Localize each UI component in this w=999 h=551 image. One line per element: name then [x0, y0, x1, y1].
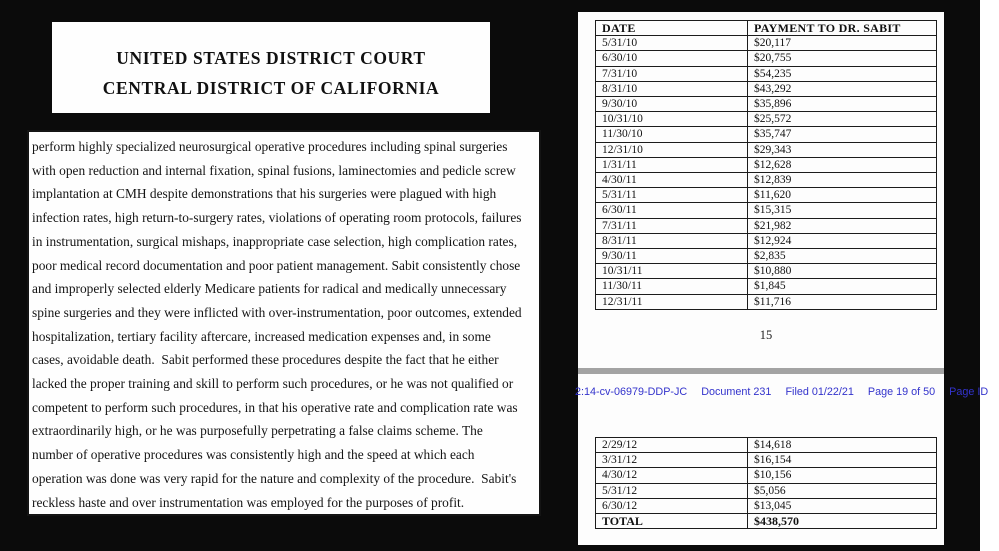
- date-cell: 12/31/10: [596, 142, 748, 157]
- table-row: [596, 249, 937, 264]
- amount-cell: $35,896: [748, 97, 937, 112]
- amount-cell: $15,315: [748, 203, 937, 218]
- stamp-segment: Document 231: [701, 386, 772, 398]
- date-column-header: DATE: [596, 21, 748, 36]
- date-cell: 5/31/10: [596, 36, 748, 51]
- amount-cell: $11,620: [748, 188, 937, 203]
- court-name-line1: UNITED STATES DISTRICT COURT: [116, 48, 426, 68]
- date-cell: 4/30/11: [596, 173, 748, 188]
- payments-table-continued: [595, 437, 937, 529]
- table-row: [596, 51, 937, 66]
- page-number: 15: [759, 328, 773, 342]
- text-line: lacked the proper training and skill to perform such procedures, or he was not qualified or: [32, 376, 514, 392]
- table-row: [596, 157, 937, 172]
- amount-cell: $11,716: [748, 294, 937, 309]
- text-line: hospitalization, tertiary facility aftercare, increased medication expenses and, in some: [32, 328, 491, 344]
- text-line: cases, avoidable death. Sabit performed these procedures despite the fact that he either: [32, 352, 499, 368]
- date-cell: 1/31/11: [596, 157, 748, 172]
- amount-cell: $25,572: [748, 112, 937, 127]
- amount-cell: $54,235: [748, 66, 937, 81]
- table-row: [596, 294, 937, 309]
- table-row: [596, 233, 937, 248]
- table-row: [596, 81, 937, 96]
- date-cell: 11/30/11: [596, 279, 748, 294]
- stamp-segment: 2:14-cv-06979-DDP-JC: [575, 386, 688, 398]
- text-line: extraordinarily high, or he was purposefully perpetrating a false claims scheme. The: [32, 423, 483, 439]
- text-line: competent to perform such procedures, in that his operative rate and complication rate was: [32, 399, 518, 415]
- table-row: [596, 36, 937, 51]
- table-row: [596, 264, 937, 279]
- amount-cell: $1,845: [748, 279, 937, 294]
- table-row: [596, 279, 937, 294]
- amount-cell: $12,924: [748, 233, 937, 248]
- table-row: [596, 468, 937, 483]
- court-header-excerpt: [52, 22, 490, 113]
- table-row: [596, 498, 937, 513]
- text-line: with open reduction and internal fixation, spinal fusions, laminectomies and pedicle screw: [32, 162, 516, 178]
- table-row: [596, 188, 937, 203]
- date-cell: 7/31/10: [596, 66, 748, 81]
- date-cell: 9/30/11: [596, 249, 748, 264]
- payment-column-header: PAYMENT TO DR. SABIT: [748, 21, 937, 36]
- page-separator: [578, 368, 944, 374]
- text-line: number of operative procedures was consistently high and the speed at which each: [32, 447, 475, 463]
- table-row: [596, 203, 937, 218]
- court-filing-page: [575, 12, 989, 545]
- amount-cell: $13,045: [748, 498, 937, 513]
- date-cell: 6/30/11: [596, 203, 748, 218]
- text-line: infection rates, high return-to-surgery rates, violations of operating room protocols, failures: [32, 210, 522, 226]
- date-cell: 2/29/12: [596, 438, 748, 453]
- date-cell: 11/30/10: [596, 127, 748, 142]
- date-cell: 5/31/11: [596, 188, 748, 203]
- table-row: [596, 173, 937, 188]
- amount-cell: $21,982: [748, 218, 937, 233]
- payments-table: [595, 20, 937, 310]
- table-row: [596, 112, 937, 127]
- text-line: implantation at CMH despite demonstrations that his surgeries were plagued with high: [32, 186, 497, 202]
- ecf-filing-stamp: [575, 385, 989, 399]
- amount-cell: $438,570: [748, 514, 937, 529]
- amount-cell: $20,755: [748, 51, 937, 66]
- table-row: [596, 66, 937, 81]
- date-cell: 6/30/12: [596, 498, 748, 513]
- text-line: poor medical record documentation and poor patient management. Sabit consistently chose: [32, 257, 521, 273]
- amount-cell: $29,343: [748, 142, 937, 157]
- table-row: [596, 514, 937, 529]
- date-cell: 9/30/10: [596, 97, 748, 112]
- table-row: [596, 453, 937, 468]
- amount-cell: $16,154: [748, 453, 937, 468]
- text-line: and improperly selected elderly Medicare patients for radical and medically unnecessary: [32, 281, 507, 297]
- date-cell: 10/31/10: [596, 112, 748, 127]
- table-header-row: [596, 21, 937, 36]
- text-line: operation was done was very rapid for the nature and complexity of the procedure. Sabit's: [32, 470, 517, 486]
- amount-cell: $10,880: [748, 264, 937, 279]
- stamp-segment: Page ID: [949, 386, 989, 398]
- amount-cell: $2,835: [748, 249, 937, 264]
- text-line: perform highly specialized neurosurgical operative procedures including spinal surgeries: [32, 139, 508, 154]
- amount-cell: $43,292: [748, 81, 937, 96]
- amount-cell: $12,839: [748, 173, 937, 188]
- stamp-segment: Page 19 of 50: [867, 386, 936, 398]
- amount-cell: $10,156: [748, 468, 937, 483]
- court-name-line2: CENTRAL DISTRICT OF CALIFORNIA: [102, 78, 440, 98]
- complaint-text-excerpt: [27, 130, 541, 516]
- amount-cell: $14,618: [748, 438, 937, 453]
- stamp-segment: Filed 01/22/21: [785, 386, 854, 398]
- table-row: [596, 127, 937, 142]
- date-cell: 3/31/12: [596, 453, 748, 468]
- table-row: [596, 438, 937, 453]
- amount-cell: $35,747: [748, 127, 937, 142]
- amount-cell: $5,056: [748, 483, 937, 498]
- date-cell: 10/31/11: [596, 264, 748, 279]
- amount-cell: $20,117: [748, 36, 937, 51]
- date-cell: 6/30/10: [596, 51, 748, 66]
- table-row: [596, 483, 937, 498]
- date-cell: 7/31/11: [596, 218, 748, 233]
- text-line: in instrumentation, surgical mishaps, inappropriate case selection, high complication rates,: [32, 233, 518, 249]
- date-cell: 5/31/12: [596, 483, 748, 498]
- date-cell: 4/30/12: [596, 468, 748, 483]
- date-cell: 8/31/11: [596, 233, 748, 248]
- table-row: [596, 97, 937, 112]
- date-cell: 8/31/10: [596, 81, 748, 96]
- amount-cell: $12,628: [748, 157, 937, 172]
- text-line: spine surgeries and they were inflicted with over-instrumentation, poor outcomes, extended: [32, 304, 522, 320]
- table-row: [596, 142, 937, 157]
- date-cell: 12/31/11: [596, 294, 748, 309]
- date-cell: TOTAL: [596, 514, 748, 529]
- table-row: [596, 218, 937, 233]
- text-line: reckless haste and over instrumentation was employed for the purposes of profit.: [32, 494, 465, 510]
